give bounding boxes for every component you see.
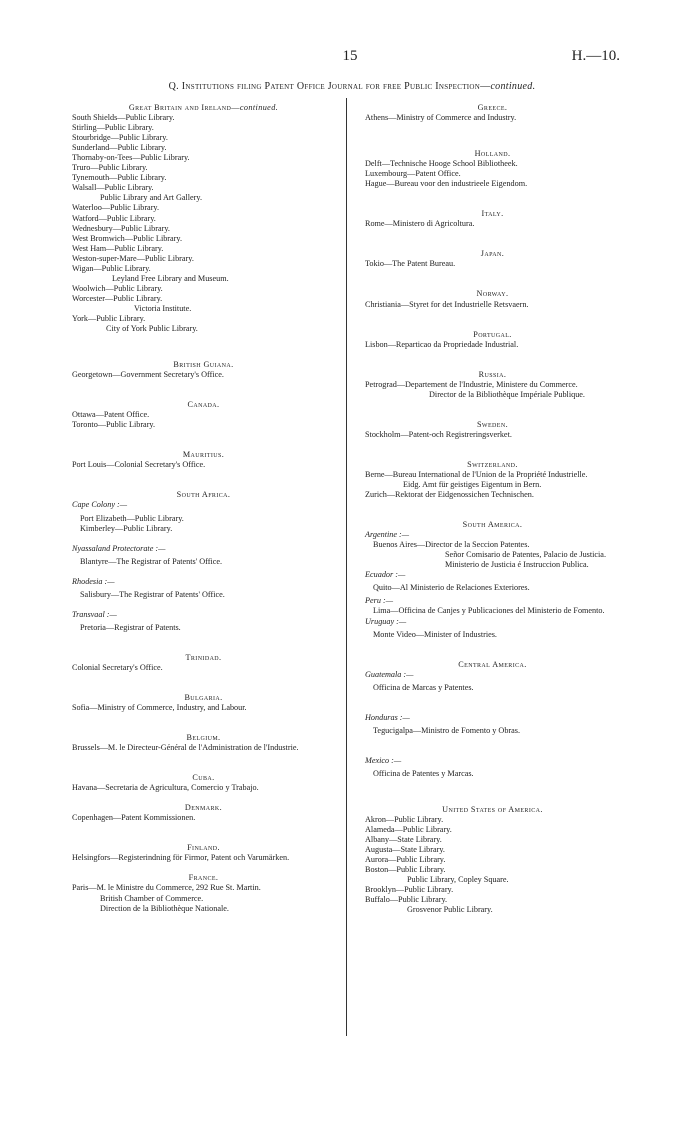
list-item: South Shields—Public Library.: [72, 113, 175, 123]
subheading-honduras: Honduras :—: [365, 712, 410, 722]
list-item: Stirling—Public Library.: [72, 123, 154, 133]
list-item: Stourbridge—Public Library.: [72, 133, 168, 143]
list-item: Direction de la Bibliothèque Nationale.: [100, 903, 229, 913]
heading-greece: Greece.: [477, 103, 508, 112]
heading-trinidad: Trinidad.: [185, 652, 222, 662]
left-column: [72, 103, 335, 914]
column-divider: [346, 98, 347, 1036]
heading-central-america: Central America.: [458, 659, 527, 669]
list-item: Worcester—Public Library.: [72, 293, 163, 303]
list-item: Weston-super-Mare—Public Library.: [72, 253, 194, 263]
list-item: Hague—Bureau voor den industrieele Eigendom.: [365, 179, 528, 189]
heading-japan: Japan.: [480, 249, 505, 259]
list-item: Lima—Officina de Canjes y Publicaciones del Ministerio de Fomento.: [373, 606, 605, 616]
list-item: Wednesbury—Public Library.: [72, 223, 170, 233]
subheading-peru: Peru :—: [365, 596, 393, 606]
heading-russia: Russia.: [478, 369, 507, 379]
list-item: West Ham—Public Library.: [72, 243, 164, 253]
page-reference: H.—10.: [571, 48, 620, 64]
subheading-argentine: Argentine :—: [365, 530, 410, 540]
list-item: Augusta—State Library.: [365, 845, 445, 855]
list-item: West Bromwich—Public Library.: [72, 233, 183, 243]
list-item: Wigan—Public Library.: [72, 263, 151, 273]
subheading-rhodesia: Rhodesia :—: [72, 576, 115, 586]
heading-denmark: Denmark.: [184, 803, 223, 813]
list-item: Rome—Ministero di Agricoltura.: [365, 219, 475, 229]
heading-usa: United States of America.: [442, 804, 543, 814]
list-item: Akron—Public Library.: [365, 814, 444, 824]
list-item: Walsall—Public Library.: [72, 183, 154, 193]
list-item: Sunderland—Public Library.: [72, 143, 167, 153]
list-item: Delft—Technische Hooge School Bibliotheek.: [365, 159, 518, 169]
heading-france: France.: [188, 873, 219, 883]
heading-canada: Canada.: [187, 400, 220, 410]
subheading-ecuador: Ecuador :—: [365, 570, 406, 580]
list-item: Salisbury—The Registrar of Patents' Office.: [80, 589, 225, 599]
heading-finland: Finland.: [187, 843, 220, 853]
list-item: Señor Comisario de Patentes, Palacio de Justicia.: [445, 550, 606, 560]
list-item: York—Public Library.: [72, 313, 146, 323]
list-item: Public Library, Copley Square.: [407, 875, 509, 885]
heading-switzerland: Switzerland.: [467, 459, 518, 469]
heading-cuba: Cuba.: [192, 773, 215, 783]
list-item: British Chamber of Commerce.: [100, 893, 204, 903]
heading-mauritius: Mauritius.: [182, 450, 225, 460]
heading-south-america: South America.: [462, 520, 523, 530]
heading-south-africa: South Africa.: [176, 490, 231, 500]
heading-belgium: Belgium.: [186, 733, 221, 743]
subheading-uruguay: Uruguay :—: [365, 616, 407, 626]
list-item: Toronto—Public Library.: [72, 420, 156, 430]
list-item: Quito—Al Ministerio de Relaciones Exteriores.: [373, 583, 530, 593]
list-item: Boston—Public Library.: [365, 865, 446, 875]
list-item: Helsingfors—Registerindning för Firmor, Patent och Varumärken.: [72, 853, 290, 863]
list-item: Port Louis—Colonial Secretary's Office.: [72, 460, 206, 470]
subheading-guatemala: Guatemala :—: [365, 669, 414, 679]
title-suffix: continued.: [490, 81, 536, 92]
list-item: Paris—M. le Ministre du Commerce, 292 Rue St. Martin.: [72, 883, 261, 893]
title-prefix: Q.: [168, 81, 179, 92]
list-item: Officina de Patentes y Marcas.: [373, 768, 474, 778]
list-item: Kimberley—Public Library.: [80, 523, 173, 533]
list-item: Ministerio de Justicia é Instruccion Publica.: [445, 560, 589, 570]
heading-great-britain: [72, 103, 335, 113]
list-item: Eidg. Amt für geistiges Eigentum in Bern.: [403, 479, 542, 489]
page-title: [72, 81, 632, 92]
list-item: Director de la Bibliothèque Impériale Publique.: [429, 389, 585, 399]
list-item: Truro—Public Library.: [72, 163, 148, 173]
list-item: Leyland Free Library and Museum.: [112, 273, 229, 283]
list-item: Watford—Public Library.: [72, 213, 156, 223]
heading-text: Great Britain and Ireland—: [128, 103, 240, 112]
list-item: Public Library and Art Gallery.: [100, 193, 203, 203]
heading-bulgaria: Bulgaria.: [184, 692, 223, 702]
list-item: Monte Video—Minister of Industries.: [373, 629, 497, 639]
list-item: Alameda—Public Library.: [365, 825, 452, 835]
list-item: Port Elizabeth—Public Library.: [80, 513, 184, 523]
page-number: 15: [342, 48, 358, 64]
subheading-nyasaland: Nyassaland Protectorate :—: [72, 543, 166, 553]
right-column: [365, 103, 620, 915]
list-item: Stockholm—Patent-och Registreringsverket.: [365, 429, 512, 439]
list-item: Havana—Secretaria de Agricultura, Comercio y Trabajo.: [72, 783, 259, 793]
list-item: Waterloo—Public Library.: [72, 203, 160, 213]
list-item: Athens—Ministry of Commerce and Industry.: [365, 113, 517, 123]
list-item: Woolwich—Public Library.: [72, 283, 163, 293]
list-item: Buffalo—Public Library.: [365, 895, 448, 905]
list-item: Aurora—Public Library.: [365, 855, 446, 865]
list-item: Victoria Institute.: [134, 303, 192, 313]
heading-italy: Italy.: [481, 209, 504, 219]
subheading-transvaal: Transvaal :—: [72, 609, 117, 619]
list-item: Georgetown—Government Secretary's Office.: [72, 370, 224, 380]
list-item: Buenos Aires—Director de la Seccion Patentes.: [373, 540, 530, 550]
list-item: Officina de Marcas y Patentes.: [373, 682, 474, 692]
list-item: Albany—State Library.: [365, 835, 442, 845]
title-main: Institutions filing Patent Office Journal for free Public Inspection—: [181, 81, 491, 92]
heading-portugal: Portugal.: [473, 329, 512, 339]
heading-british-guiana: British Guiana.: [173, 360, 234, 370]
list-item: Thornaby-on-Tees—Public Library.: [72, 153, 190, 163]
heading-sweden: Sweden.: [476, 419, 509, 429]
list-item: Copenhagen—Patent Kommissionen.: [72, 813, 196, 823]
subheading-mexico: Mexico :—: [365, 755, 402, 765]
list-item: Brooklyn—Public Library.: [365, 885, 454, 895]
list-item: Sofia—Ministry of Commerce, Industry, and Labour.: [72, 703, 247, 713]
list-item: Tegucigalpa—Ministro de Fomento y Obras.: [373, 725, 521, 735]
heading-norway: Norway.: [476, 289, 509, 299]
list-item: Luxembourg—Patent Office.: [365, 169, 461, 179]
list-item: Ottawa—Patent Office.: [72, 410, 150, 420]
list-item: Petrograd—Departement de l'Industrie, Ministere du Commerce.: [365, 379, 578, 389]
heading-holland: Holland.: [474, 149, 511, 159]
list-item: Zurich—Rektorat der Eidgenossichen Technischen.: [365, 490, 534, 500]
list-item: City of York Public Library.: [106, 324, 198, 334]
list-item: Christiania—Styret for det Industrielle Retsvaern.: [365, 299, 529, 309]
list-item: Pretoria—Registrar of Patents.: [80, 622, 181, 632]
list-item: Blantyre—The Registrar of Patents' Office.: [80, 556, 223, 566]
list-item: Colonial Secretary's Office.: [72, 662, 163, 672]
list-item: Tokio—The Patent Bureau.: [365, 259, 456, 269]
list-item: Tynemouth—Public Library.: [72, 173, 167, 183]
subheading-cape-colony: Cape Colony :—: [72, 500, 128, 510]
heading-continued: continued.: [239, 103, 279, 112]
list-item: Lisbon—Reparticao da Propriedade Industrial.: [365, 339, 519, 349]
list-item: Berne—Bureau International de l'Union de la Propriété Industrielle.: [365, 469, 588, 479]
list-item: Grosvenor Public Library.: [407, 905, 493, 915]
list-item: Brussels—M. le Directeur-Général de l'Administration de l'Industrie.: [72, 743, 299, 753]
